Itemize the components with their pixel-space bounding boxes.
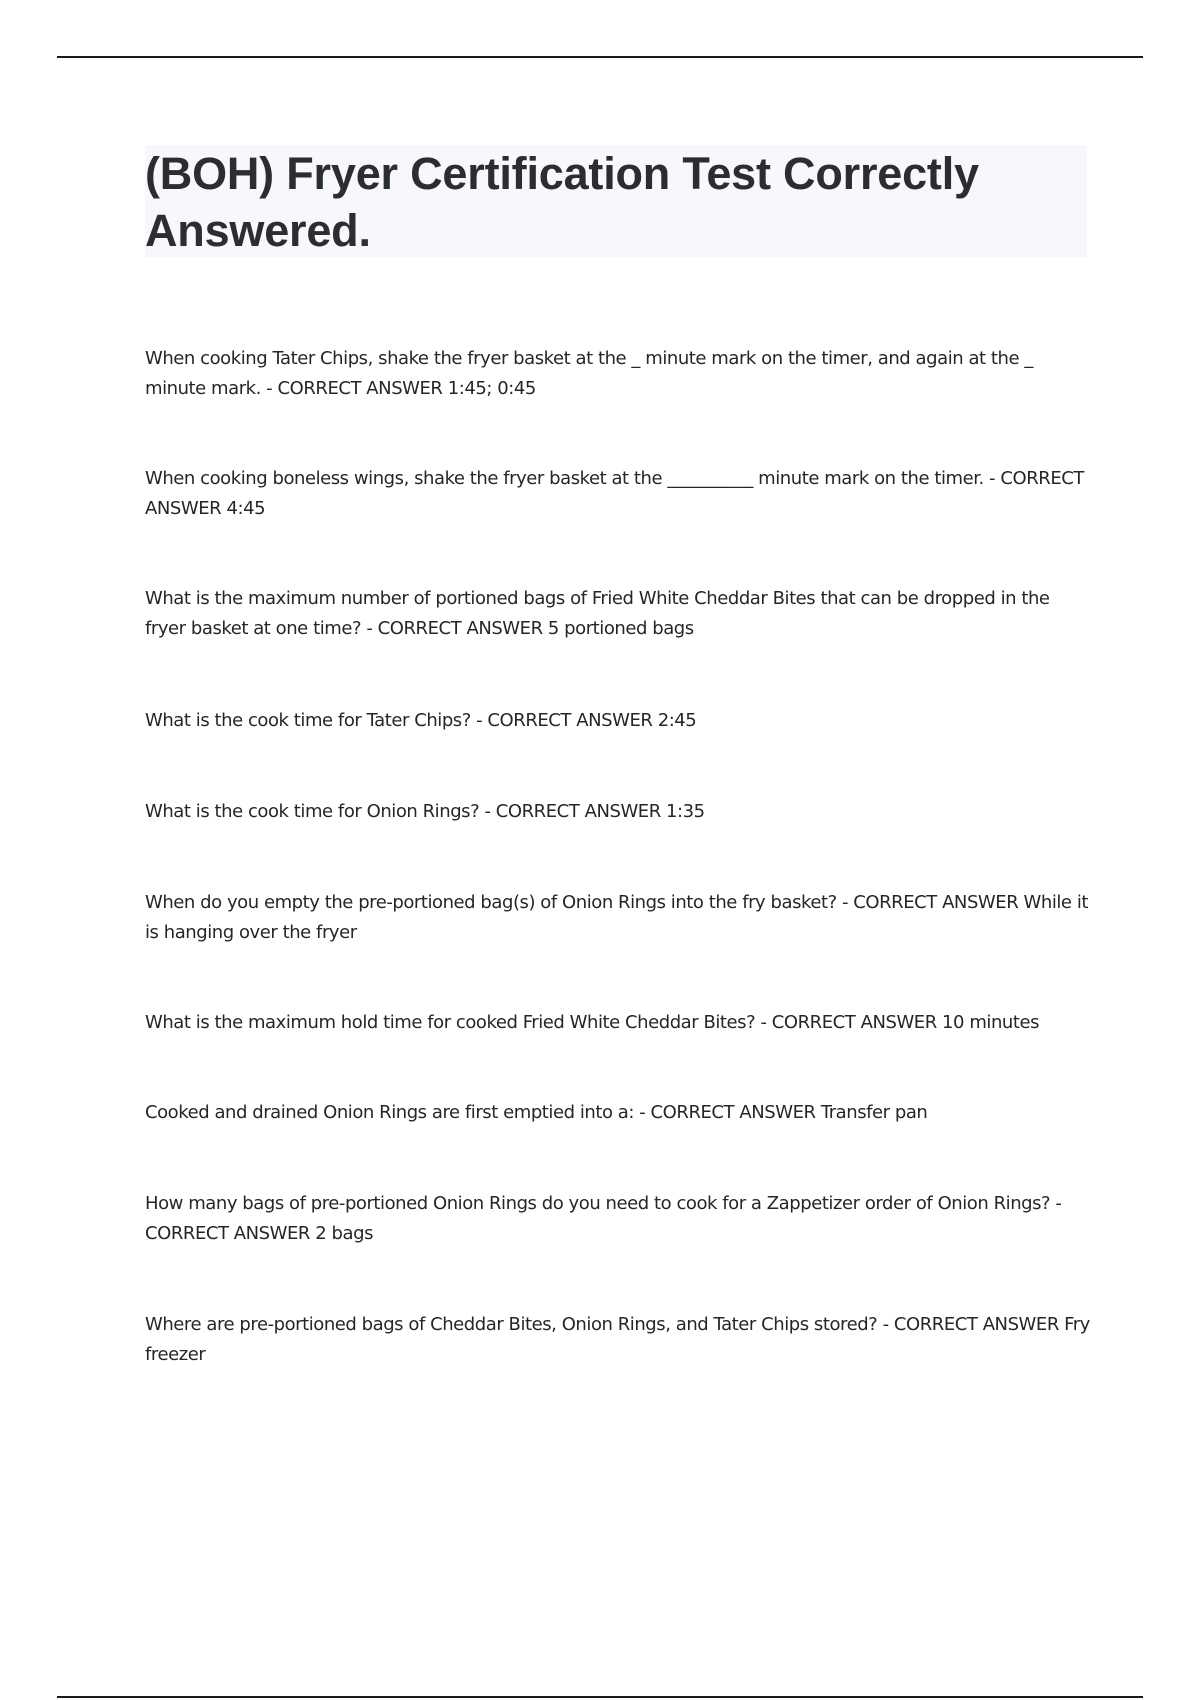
qa-item-4: What is the cook time for Tater Chips? - CORRECT ANSWER 2:45: [145, 710, 697, 731]
qa-item-8: Cooked and drained Onion Rings are first emptied into a: - CORRECT ANSWER Transfer pan: [145, 1102, 928, 1123]
qa-item-9: How many bags of pre-portioned Onion Rings do you need to cook for a Zappetizer order of Onion Rings? - CORRECT ANSWER 2 bags: [145, 1193, 1062, 1244]
qa-item-2: When cooking boneless wings, shake the fryer basket at the __________ minute mark on the timer. - CORRECT ANSWER 4:45: [145, 468, 1084, 519]
bottom-rule: [57, 1696, 1143, 1698]
top-rule: [57, 56, 1143, 58]
qa-item-5: What is the cook time for Onion Rings? - CORRECT ANSWER 1:35: [145, 801, 705, 822]
title-block: [145, 145, 1087, 257]
qa-item-10: Where are pre-portioned bags of Cheddar Bites, Onion Rings, and Tater Chips stored? - CORRECT ANSWER Fry freezer: [145, 1314, 1090, 1365]
qa-item-6: When do you empty the pre-portioned bag(s) of Onion Rings into the fry basket? - CORRECT ANSWER While it is hanging over the fryer: [145, 892, 1088, 943]
qa-item-7: What is the maximum hold time for cooked Fried White Cheddar Bites? - CORRECT ANSWER 10 minutes: [145, 1012, 1040, 1033]
qa-item-1: When cooking Tater Chips, shake the fryer basket at the _ minute mark on the timer, and again at the _ minute mark. - CORRECT ANSWER 1:45; 0:45: [145, 348, 1033, 399]
page-title: (BOH) Fryer Certification Test Correctly Answered.: [145, 148, 979, 256]
qa-item-3: What is the maximum number of portioned bags of Fried White Cheddar Bites that can be dropped in the fryer basket at one time? - CORRECT ANSWER 5 portioned bags: [145, 588, 1050, 639]
